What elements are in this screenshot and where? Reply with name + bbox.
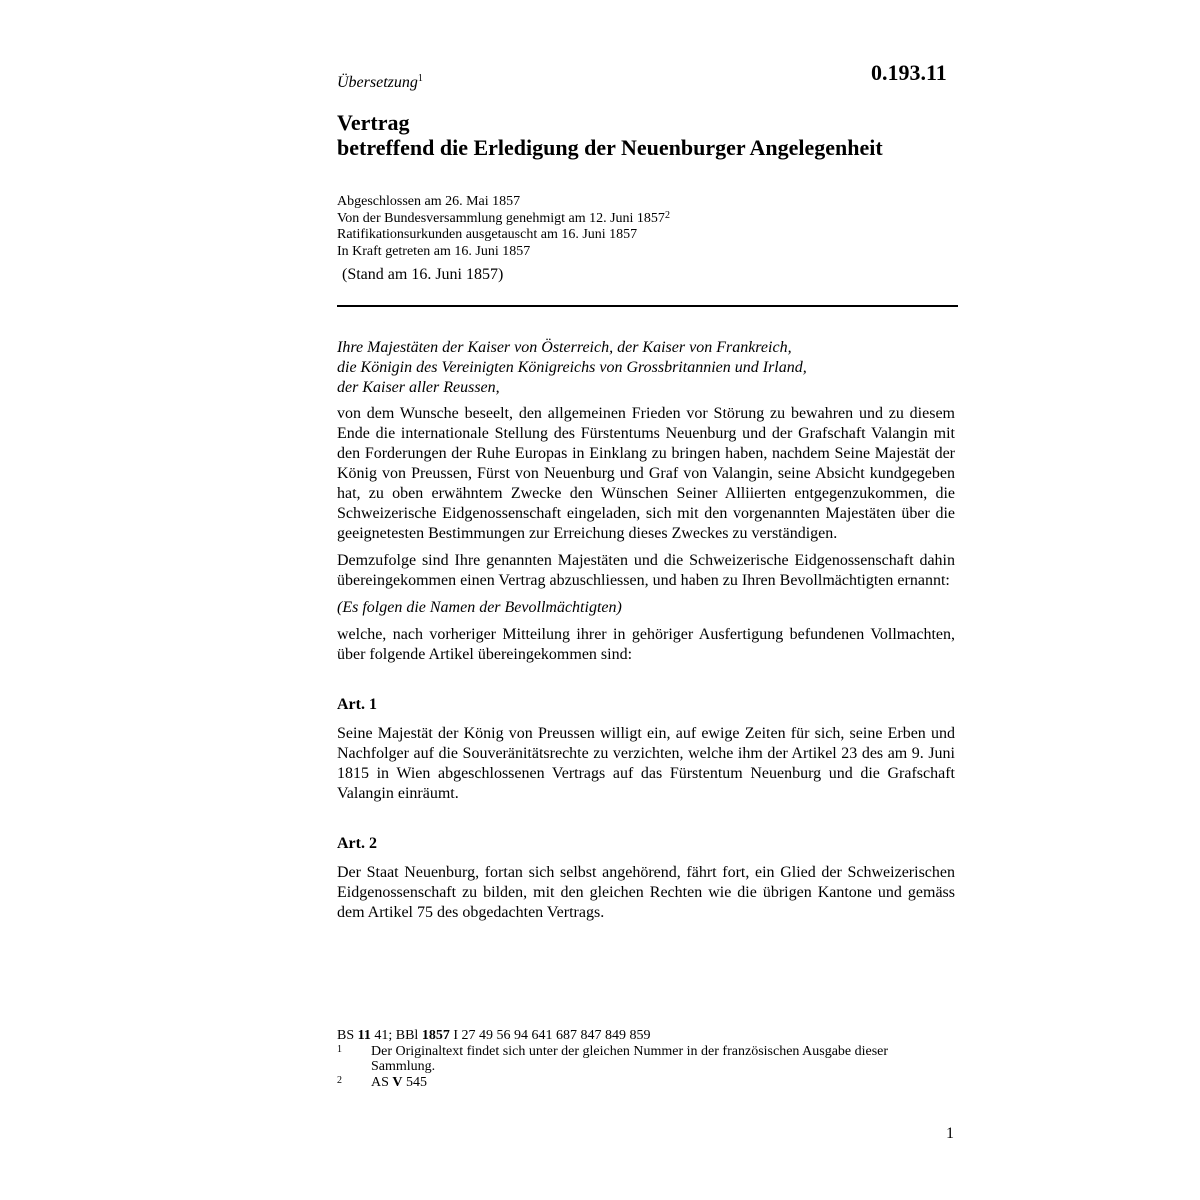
citation-part: 1857	[421, 1028, 450, 1043]
preamble-parties	[337, 338, 955, 398]
document-title	[337, 110, 977, 160]
header-divider	[337, 305, 958, 307]
article-2-text: Der Staat Neuenburg, fortan sich selbst angehörend, fährt fort, ein Glied der Schweizerischen Eidgenossenschaft zu bilden, mit den gleichen Rechten wie die übrigen Kantone und gemäss dem Artikel 75 des obgedachten Vertrags.	[337, 864, 955, 921]
approval-date-text: Von der Bundesversammlung genehmigt am 12. Juni 1857	[337, 210, 665, 226]
preamble-paragraph: von dem Wunsche beseelt, den allgemeinen Frieden vor Störung zu bewahren und zu diesem Ende die internationale Stellung des Fürstentums Neuenburg und der Grafschaft Valangin mit den Forderungen der Ruhe Europas in Einklang zu bringen haben, nachdem Seine Majestät der König von Preussen, Fürst von Neuenburg und Graf von Valangin, seine Absicht kundgegeben hat, zu oben erwähntem Zwecke den Wünschen Seiner Alliierten entgegenzukommen, die Schweizerische Eidgenossenschaft eingeladen, sich mit den vorgenannten Majestäten über die geeignetesten Bestimmungen zur Erreichung dieses Zweckes zu verständigen.	[337, 405, 955, 542]
citation-part: 11	[357, 1028, 371, 1043]
footnote-text: Der Originaltext findet sich unter der gleichen Nummer in der französischen Ausgabe dieser Sammlung.	[371, 1043, 889, 1074]
title-line-2: betreffend die Erledigung der Neuenburger Angelegenheit	[337, 135, 883, 160]
footnote-2	[337, 1075, 937, 1091]
article-1-heading: Art. 1	[337, 696, 377, 713]
footnote-text	[371, 1075, 427, 1090]
footnotes	[337, 1028, 937, 1090]
citation-part: I 27 49 56 94 641 687 847 849 859	[449, 1028, 651, 1043]
party-line: der Kaiser aller Reussen,	[337, 379, 500, 396]
article-1-text: Seine Majestät der König von Preussen willigt ein, auf ewige Zeiten für sich, seine Erben und Nachfolger auf die Souveränitätsrechte zu verzichten, welche ihm der Artikel 23 des am 9. Juni 1815 in Wien abgeschlossenen Vertrags auf das Fürstentum Neuenburg und die Grafschaft Valangin einräumt.	[337, 725, 955, 802]
ratification-date: Ratifikationsurkunden ausgetauscht am 16. Juni 1857	[337, 227, 638, 242]
approval-date	[337, 211, 670, 228]
footnote-part: 545	[402, 1074, 428, 1090]
concluded-date: Abgeschlossen am 26. Mai 1857	[337, 194, 521, 209]
footnote-number: 2	[337, 1074, 342, 1086]
treaty-body	[337, 338, 955, 930]
title-line-1: Vertrag	[337, 110, 410, 135]
footnote-part: AS	[371, 1074, 393, 1090]
footnote-ref-1[interactable]: 1	[417, 73, 423, 84]
enactment-info	[337, 194, 670, 260]
citation-part: BS	[337, 1028, 358, 1043]
preamble-paragraph: Demzufolge sind Ihre genannten Majestäten und die Schweizerische Eidgenossenschaft dahin übereingekommen einen Vertrag abzuschliessen, und haben zu Ihren Bevollmächtigten ernannt:	[337, 552, 955, 589]
in-force-date: In Kraft getreten am 16. Juni 1857	[337, 243, 531, 259]
plenipotentiaries-note: (Es folgen die Namen der Bevollmächtigten)	[337, 599, 622, 616]
party-line: Ihre Majestäten der Kaiser von Österreich, der Kaiser von Frankreich,	[337, 339, 792, 356]
status-date: (Stand am 16. Juni 1857)	[342, 266, 504, 283]
page-number: 1	[946, 1125, 954, 1142]
footnote-1	[337, 1044, 937, 1075]
footnote-number: 1	[337, 1043, 342, 1055]
footnote-part: V	[392, 1074, 403, 1090]
citation-part: 41; BBl	[370, 1028, 422, 1043]
footnote-ref-2[interactable]: 2	[664, 209, 670, 221]
translation-label-text: Übersetzung	[337, 74, 418, 91]
party-line: die Königin des Vereinigten Königreichs von Grossbritannien und Irland,	[337, 359, 807, 376]
article-2-heading: Art. 2	[337, 835, 377, 852]
preamble-paragraph: welche, nach vorheriger Mitteilung ihrer in gehöriger Ausfertigung befundenen Vollmachten, über folgende Artikel übereingekommen sind:	[337, 626, 955, 663]
sr-number: 0.193.11	[871, 60, 947, 85]
source-citation	[337, 1028, 937, 1044]
translation-label	[337, 74, 423, 92]
